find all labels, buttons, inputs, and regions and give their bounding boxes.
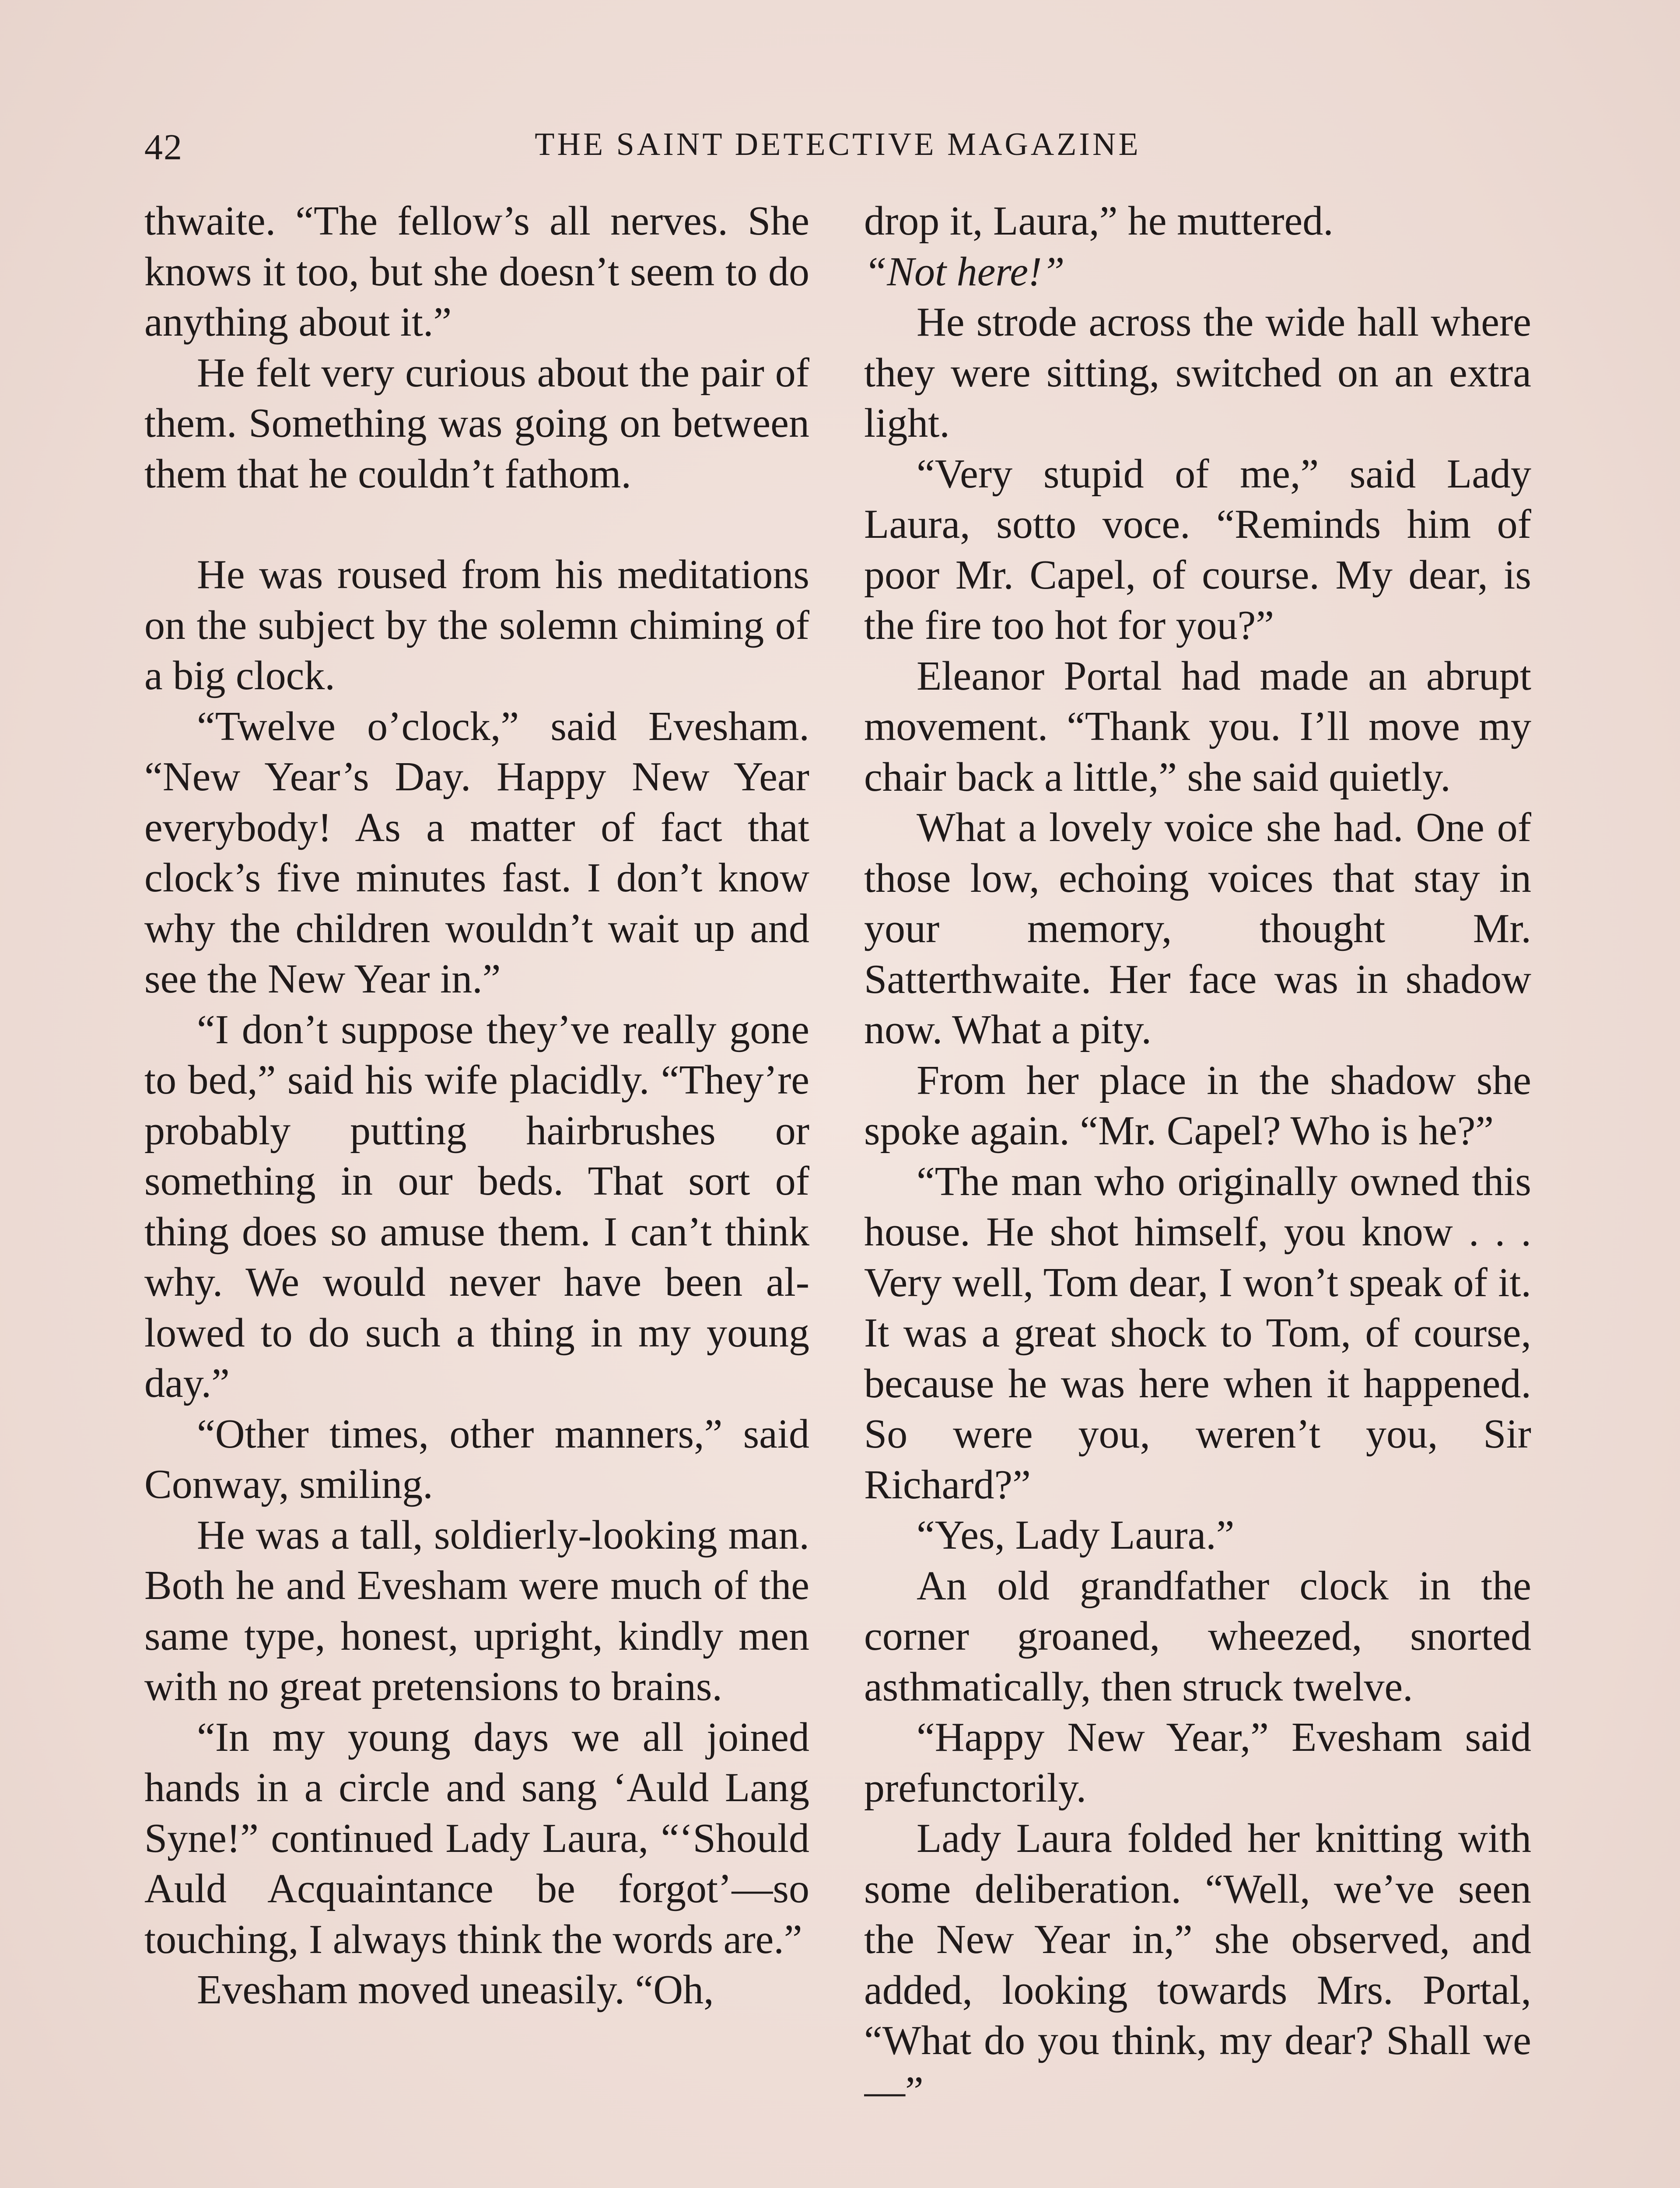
page-header: [144, 126, 1531, 179]
paragraph: An old grandfather clock in the corner groaned, wheezed, snorted asthmatically, then struck twelve.: [864, 1563, 1531, 1710]
paragraph: “Not here!”: [864, 249, 1065, 295]
paragraph: “I don’t suppose they’ve really gone to bed,” said his wife placidly. “They’re probably putting hairbrushes or something in our beds. That sort of thing does so amuse them. I can’t think why. We would never have been allowed to do such a thing in my young day.”: [144, 1006, 809, 1406]
running-title: THE SAINT DETECTIVE MAGAZINE: [535, 126, 1141, 162]
paragraph: He was roused from his meditations on the subject by the solemn chiming of a big clock.: [144, 552, 809, 698]
paragraph: “Twelve o’clock,” said Evesham. “New Year’s Day. Happy New Year everybody! As a matter of fact that clock’s five minutes fast. I don’t know why the children wouldn’t wait up and see the New Year in.”: [144, 703, 809, 1002]
left-text-column: [144, 196, 809, 2188]
page-number: 42: [144, 127, 183, 168]
paragraph: He was a tall, soldierly-looking man. Both he and Evesham were much of the same type, honest, upright, kindly men with no great pretensions to brains.: [144, 1512, 809, 1709]
paragraph: thwaite. “The fellow’s all nerves. She knows it too, but she doesn’t seem to do anything about it.”: [144, 198, 809, 345]
paragraph: “Happy New Year,” Evesham said prefunctorily.: [864, 1715, 1531, 1811]
paragraph: Evesham moved uneasily. “Oh,: [197, 1967, 714, 2013]
paragraph: drop it, Laura,” he muttered.: [864, 198, 1334, 244]
paragraph: “The man who originally owned this house. He shot himself, you know . . . Very well, Tom dear, I won’t speak of it. It was a great shock to Tom, of course, because he was here when it happened. So were you, weren’t you, Sir Richard?”: [864, 1158, 1531, 1508]
paragraph: Eleanor Portal had made an abrupt movement. “Thank you. I’ll move my chair back a little,” she said quietly.: [864, 653, 1531, 800]
paragraph: “Yes, Lady Laura.”: [917, 1512, 1235, 1558]
paragraph: What a lovely voice she had. One of those low, echoing voices that stay in your memory, thought Mr. Satterthwaite. Her face was in shadow now. What a pity.: [864, 805, 1531, 1052]
right-text-column: [864, 196, 1531, 2188]
paragraph: “Other times, other manners,” said Conway, smiling.: [144, 1411, 809, 1507]
paragraph: “In my young days we all joined hands in a circle and sang ‘Auld Lang Syne!” continued Lady Laura, “‘Should Auld Acquaintance be forgot’—so touching, I always think the words are.”: [144, 1714, 809, 1962]
paragraph: He strode across the wide hall where they were sitting, switched on an extra light.: [864, 299, 1531, 446]
paragraph: “Very stupid of me,” said Lady Laura, sotto voce. “Reminds him of poor Mr. Capel, of course. My dear, is the fire too hot for you?”: [864, 451, 1531, 648]
paragraph: Lady Laura folded her knitting with some deliberation. “Well, we’ve seen the New Year in,” she observed, and added, looking towards Mrs. Portal, “What do you think, my dear? Shall we—”: [864, 1816, 1531, 2114]
paragraph: He felt very curious about the pair of them. Something was going on between them that he couldn’t fathom.: [144, 350, 809, 497]
paragraph: From her place in the shadow she spoke again. “Mr. Capel? Who is he?”: [864, 1057, 1531, 1154]
